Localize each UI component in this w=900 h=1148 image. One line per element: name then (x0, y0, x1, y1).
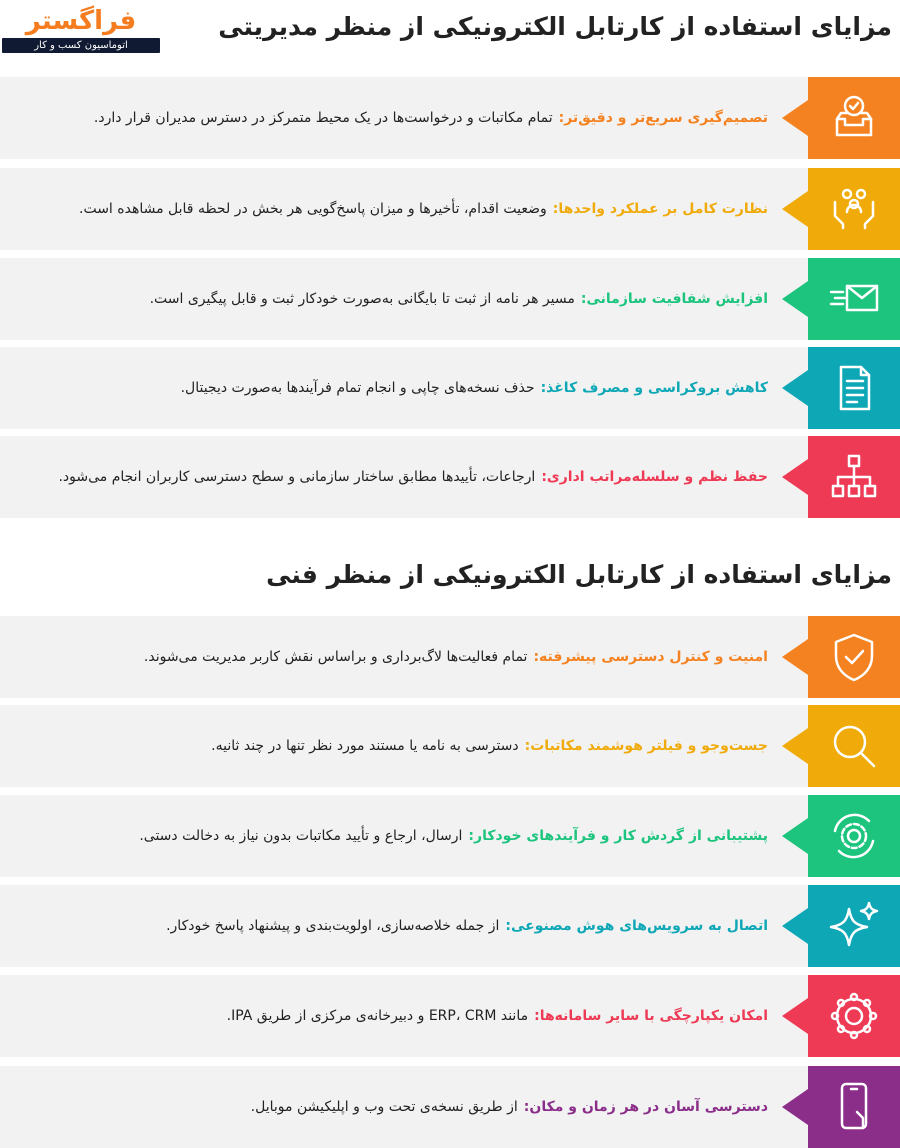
benefit-heading: اتصال به سرویس‌های هوش مصنوعی: (505, 918, 768, 934)
benefit-heading: پشتیبانی از گردش کار و فرآیندهای خودکار: (468, 828, 768, 844)
benefit-description: تمام مکاتبات و درخواست‌ها در یک محیط متمرکز در دسترس مدیران قرار دارد. (93, 110, 553, 126)
search-icon (808, 705, 900, 787)
benefit-text (4, 795, 768, 877)
benefit-text (4, 705, 768, 787)
benefit-text (4, 616, 768, 698)
benefit-description: از جمله خلاصه‌سازی، اولویت‌بندی و پیشنهاد پاسخ خودکار. (166, 918, 500, 934)
benefit-row (0, 795, 900, 877)
benefit-description: حذف نسخه‌های چاپی و انجام تمام فرآیندها به‌صورت دیجیتال. (180, 380, 535, 396)
benefit-row (0, 975, 900, 1057)
benefit-description: مانند ERP، CRM و دبیرخانه‌ی مرکزی از طریق IPA. (226, 1008, 529, 1024)
benefit-description: ارجاعات، تأییدها مطابق ساختار سازمانی و سطح دسترسی کاربران انجام می‌شود. (58, 469, 536, 485)
benefit-row (0, 616, 900, 698)
document-icon (808, 347, 900, 429)
benefit-description: از طریق نسخه‌ی تحت وب و اپلیکیشن موبایل. (250, 1099, 518, 1115)
benefit-description: وضعیت اقدام، تأخیرها و میزان پاسخ‌گویی هر بخش در لحظه قابل مشاهده است. (79, 201, 547, 217)
sparkle-icon (808, 885, 900, 967)
benefit-row (0, 885, 900, 967)
benefit-heading: دسترسی آسان در هر زمان و مکان: (523, 1099, 768, 1115)
benefit-text (4, 975, 768, 1057)
fast-mail-icon (808, 258, 900, 340)
benefit-row (0, 258, 900, 340)
logo (2, 4, 160, 53)
benefit-heading: تصمیم‌گیری سریع‌تر و دقیق‌تر: (558, 110, 768, 126)
benefit-heading: کاهش بروکراسی و مصرف کاغذ: (540, 380, 768, 396)
section-title-management: مزایای استفاده از کارتابل الکترونیکی از منظر مدیریتی (218, 12, 892, 41)
gear-cycle-icon (808, 795, 900, 877)
benefit-description: تمام فعالیت‌ها لاگ‌برداری و براساس نقش کاربر مدیریت می‌شوند. (143, 649, 528, 665)
benefit-heading: جست‌وجو و فیلتر هوشمند مکاتبات: (524, 738, 768, 754)
team-hands-icon (808, 168, 900, 250)
benefit-heading: افزایش شفافیت سازمانی: (580, 291, 768, 307)
benefit-text (4, 168, 768, 250)
benefit-heading: نظارت کامل بر عملکرد واحدها: (552, 201, 768, 217)
benefit-text (4, 1066, 768, 1148)
benefit-description: مسیر هر نامه از ثبت تا بایگانی به‌صورت خودکار ثبت و قابل پیگیری است. (149, 291, 575, 307)
benefit-row (0, 168, 900, 250)
benefit-text (4, 436, 768, 518)
benefit-text (4, 347, 768, 429)
benefit-description: ارسال، ارجاع و تأیید مکاتبات بدون نیاز به دخالت دستی. (139, 828, 463, 844)
section-title-technical: مزایای استفاده از کارتابل الکترونیکی از منظر فنی (266, 560, 892, 589)
network-icon (808, 975, 900, 1057)
logo-wordmark: فراگستر (25, 6, 137, 36)
benefit-description: دسترسی به نامه یا مستند مورد نظر تنها در چند ثانیه. (211, 738, 519, 754)
benefit-row (0, 436, 900, 518)
logo-tagline: اتوماسیون کسب و کار (2, 38, 160, 53)
inbox-check-icon (808, 77, 900, 159)
hierarchy-icon (808, 436, 900, 518)
benefit-heading: حفظ نظم و سلسله‌مراتب اداری: (541, 469, 768, 485)
benefit-heading: امنیت و کنترل دسترسی پیشرفته: (533, 649, 768, 665)
mobile-icon (808, 1066, 900, 1148)
shield-check-icon (808, 616, 900, 698)
benefit-row (0, 77, 900, 159)
benefit-text (4, 258, 768, 340)
benefit-row (0, 347, 900, 429)
benefit-text (4, 77, 768, 159)
benefit-row (0, 705, 900, 787)
benefit-text (4, 885, 768, 967)
benefit-heading: امکان یکپارچگی با سایر سامانه‌ها: (534, 1008, 768, 1024)
benefit-row (0, 1066, 900, 1148)
